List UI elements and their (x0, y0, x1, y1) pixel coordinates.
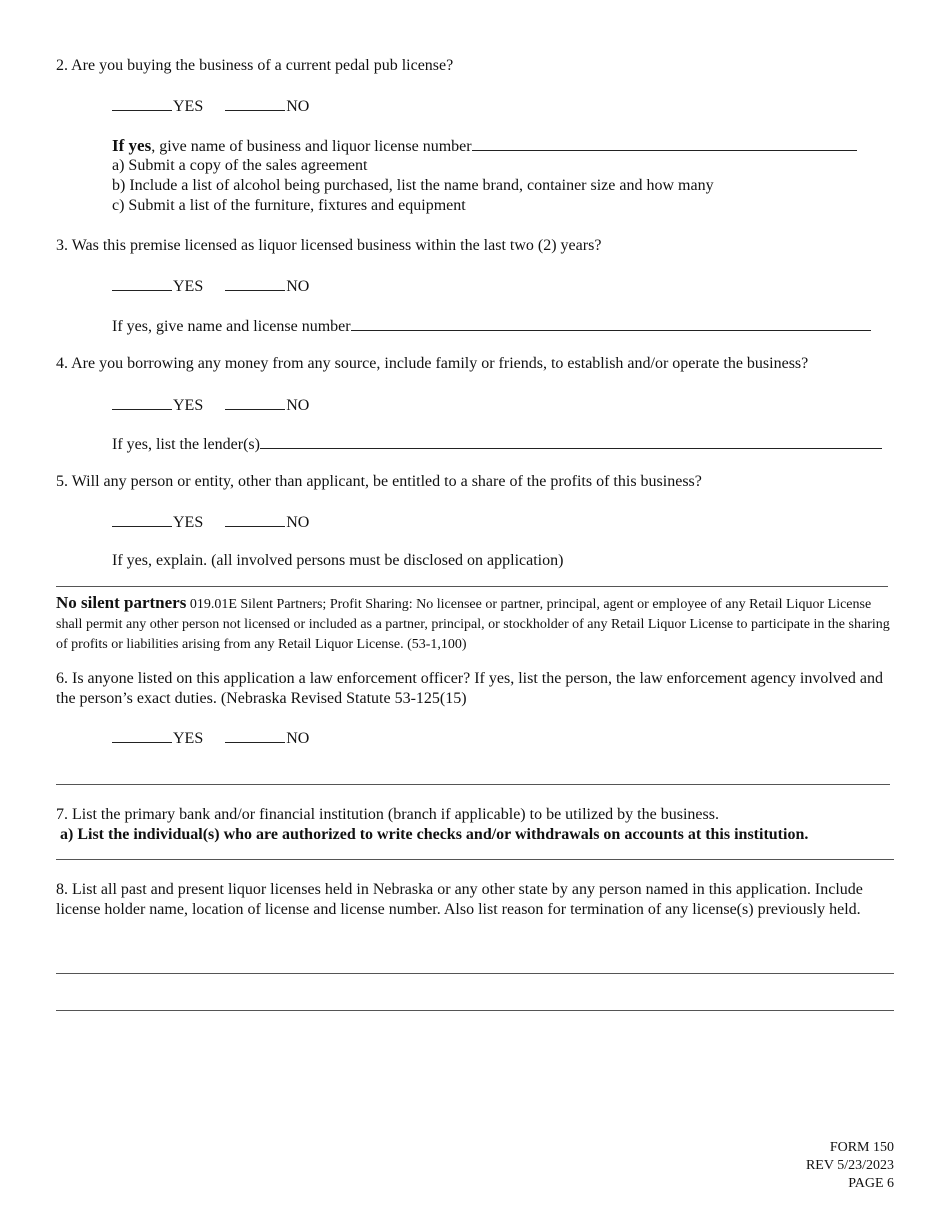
q3-no-blank[interactable] (225, 276, 285, 291)
q3-yes-no (112, 276, 309, 296)
q3-if-yes-text: If yes, give name and license number (112, 318, 351, 335)
q3-yes-label: YES (173, 278, 204, 295)
q5-yes-no (112, 512, 309, 532)
q6-yes-label: YES (173, 730, 204, 747)
form-revision: REV 5/23/2023 (805, 1158, 894, 1173)
question-5: 5. Will any person or entity, other than applicant, be entitled to a share of the profits of this business? (56, 473, 702, 490)
silent-partners-text: 019.01E Silent Partners; Profit Sharing: No licensee or partner, principal, agent or employee of any Retail Liquor License shall permit any other person not licensed or included as a partner, principal, or stockholder of any Retail Liquor License to participate in the sharing of profits or liabilities arising from any Retail Liquor License. (53-1,100) (56, 597, 890, 652)
q8-answer-line-2[interactable] (56, 1010, 894, 1011)
silent-partners-notice (56, 593, 896, 655)
question-7: 7. List the primary bank and/or financial institution (branch if applicable) to be utilized by the business. (56, 806, 719, 823)
form-footer (806, 1139, 894, 1193)
q4-no-label: NO (286, 397, 310, 414)
q4-yes-blank[interactable] (112, 395, 172, 410)
q4-if-yes (112, 434, 882, 454)
q2-no-blank[interactable] (225, 96, 285, 111)
q5-no-blank[interactable] (225, 512, 285, 527)
q7-sub-a: a) List the individual(s) who are authorized to write checks and/or withdrawals on accounts at this institution. (60, 826, 809, 843)
q2-license-number-field[interactable] (472, 136, 857, 151)
q8-answer-line-1[interactable] (56, 973, 894, 974)
question-2: 2. Are you buying the business of a current pedal pub license? (56, 57, 454, 74)
q2-if-yes-bold: If yes (112, 136, 152, 155)
q5-if-yes: If yes, explain. (all involved persons must be disclosed on application) (112, 552, 564, 569)
q4-lender-field[interactable] (260, 434, 882, 449)
q5-yes-label: YES (173, 514, 204, 531)
q2-yes-label: YES (173, 98, 204, 115)
divider-q5 (56, 586, 888, 587)
q6-answer-line[interactable] (56, 784, 890, 785)
form-number: FORM 150 (829, 1140, 894, 1155)
q6-yes-blank[interactable] (112, 728, 172, 743)
q2-item-c: c) Submit a list of the furniture, fixtures and equipment (112, 197, 466, 214)
q4-yes-label: YES (173, 397, 204, 414)
question-6: 6. Is anyone listed on this application a law enforcement officer? If yes, list the person, the law enforcement agency involved and the person’s exact duties. (Nebraska Revised Statute 53-125(15) (56, 670, 883, 707)
q4-no-blank[interactable] (225, 395, 285, 410)
q3-no-label: NO (286, 278, 310, 295)
question-4: 4. Are you borrowing any money from any source, include family or friends, to establish and/or operate the business? (56, 355, 809, 372)
q3-yes-blank[interactable] (112, 276, 172, 291)
q2-yes-no (112, 96, 309, 116)
silent-partners-heading: No silent partners (56, 593, 187, 612)
q2-item-a: a) Submit a copy of the sales agreement (112, 157, 368, 174)
q7-answer-line[interactable] (56, 859, 894, 860)
q5-yes-blank[interactable] (112, 512, 172, 527)
page-number: PAGE 6 (848, 1176, 894, 1191)
q2-item-b: b) Include a list of alcohol being purchased, list the name brand, container size and how many (112, 177, 714, 194)
question-3: 3. Was this premise licensed as liquor licensed business within the last two (2) years? (56, 237, 602, 254)
q2-if-yes (112, 136, 857, 156)
q3-license-field[interactable] (351, 316, 871, 331)
q2-no-label: NO (286, 98, 310, 115)
q3-if-yes (112, 316, 871, 336)
q6-yes-no (112, 728, 309, 748)
question-8: 8. List all past and present liquor licenses held in Nebraska or any other state by any person named in this application. Include license holder name, location of license and license number. Also list reason for termination of any license(s) previously held. (56, 881, 863, 918)
q6-no-label: NO (286, 730, 310, 747)
q2-if-yes-text: , give name of business and liquor license number (151, 138, 472, 155)
q4-yes-no (112, 395, 309, 415)
q5-no-label: NO (286, 514, 310, 531)
q2-yes-blank[interactable] (112, 96, 172, 111)
q6-no-blank[interactable] (225, 728, 285, 743)
q4-if-yes-text: If yes, list the lender(s) (112, 436, 260, 453)
